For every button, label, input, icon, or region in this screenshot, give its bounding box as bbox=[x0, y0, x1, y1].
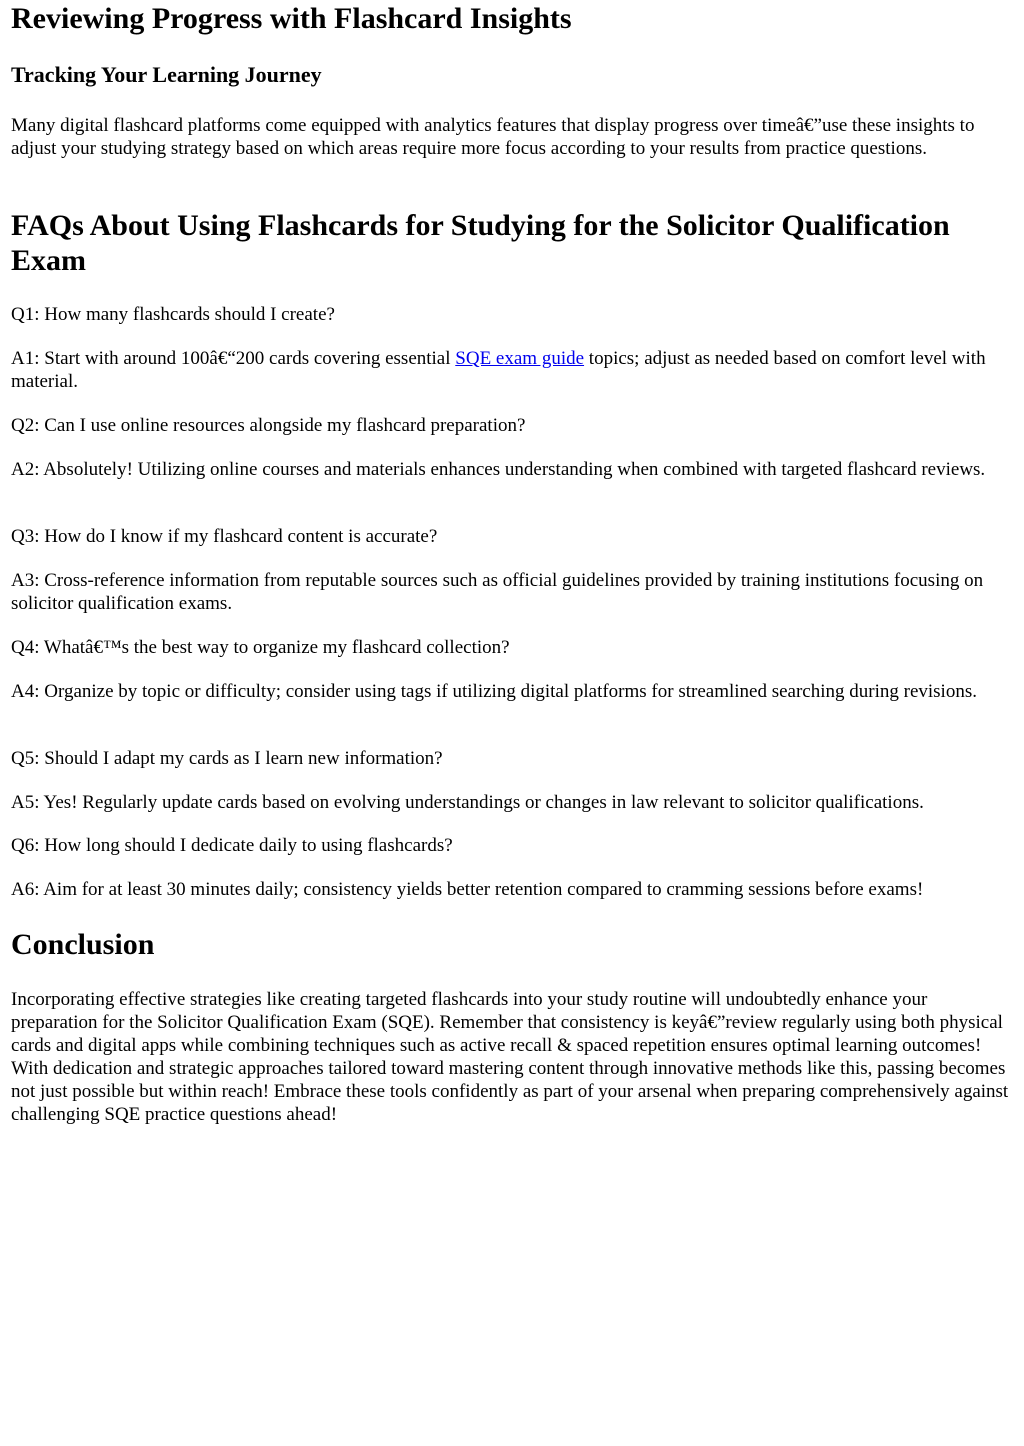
faq-q1: Q1: How many flashcards should I create? bbox=[11, 304, 335, 325]
faq-q5: Q5: Should I adapt my cards as I learn new information? bbox=[11, 748, 443, 769]
sqe-exam-guide-link[interactable]: SQE exam guide bbox=[455, 348, 585, 369]
conclusion-paragraph: Incorporating effective strategies like creating targeted flashcards into your study routine will undoubtedly enhance your preparation for the Solicitor Qualification Exam (SQE). Remember that consistency is keyâ€”review regularly using both physical cards and digital apps while combining techniques such as active recall & spaced repetition ensures optimal learning outcomes! With dedication and strategic approaches tailored toward mastering content through innovative methods like this, passing becomes not just possible but within reach! Embrace these tools confidently as part of your arsenal when preparing comprehensively against challenging SQE practice questions ahead! bbox=[11, 989, 1009, 1125]
faqs-heading: FAQs About Using Flashcards for Studying for the Solicitor Qualification Exam bbox=[11, 209, 950, 277]
faq-a6: A6: Aim for at least 30 minutes daily; consistency yields better retention compared to cramming sessions before exams! bbox=[11, 879, 924, 900]
faq-a1-text-before: A1: Start with around 100â€“200 cards covering essential bbox=[11, 348, 456, 369]
faq-q4: Q4: Whatâ€™s the best way to organize my flashcard collection? bbox=[11, 637, 510, 658]
faq-a2: A2: Absolutely! Utilizing online courses and materials enhances understanding when combined with targeted flashcard reviews. bbox=[11, 459, 986, 480]
tracking-paragraph: Many digital flashcard platforms come equipped with analytics features that display progress over timeâ€”use these insights to adjust your studying strategy based on which areas require more focus according to your results from practice questions. bbox=[11, 115, 975, 159]
faq-a5: A5: Yes! Regularly update cards based on evolving understandings or changes in law relevant to solicitor qualifications. bbox=[11, 792, 924, 813]
faq-a1 bbox=[11, 347, 1017, 393]
section-subtitle-tracking: Tracking Your Learning Journey bbox=[11, 62, 322, 87]
conclusion-heading: Conclusion bbox=[11, 928, 155, 961]
faq-q6: Q6: How long should I dedicate daily to using flashcards? bbox=[11, 835, 453, 856]
faq-a4: A4: Organize by topic or difficulty; consider using tags if utilizing digital platforms for streamlined searching during revisions. bbox=[11, 681, 977, 702]
section-title-reviewing-progress: Reviewing Progress with Flashcard Insights bbox=[11, 2, 572, 35]
faq-q2: Q2: Can I use online resources alongside my flashcard preparation? bbox=[11, 415, 526, 436]
faq-a3: A3: Cross-reference information from reputable sources such as official guidelines provided by training institutions focusing on solicitor qualification exams. bbox=[11, 570, 984, 614]
faq-q3: Q3: How do I know if my flashcard content is accurate? bbox=[11, 526, 438, 547]
faq-a1-text-after: topics; adjust as needed based on comfort level with material. bbox=[11, 348, 986, 392]
